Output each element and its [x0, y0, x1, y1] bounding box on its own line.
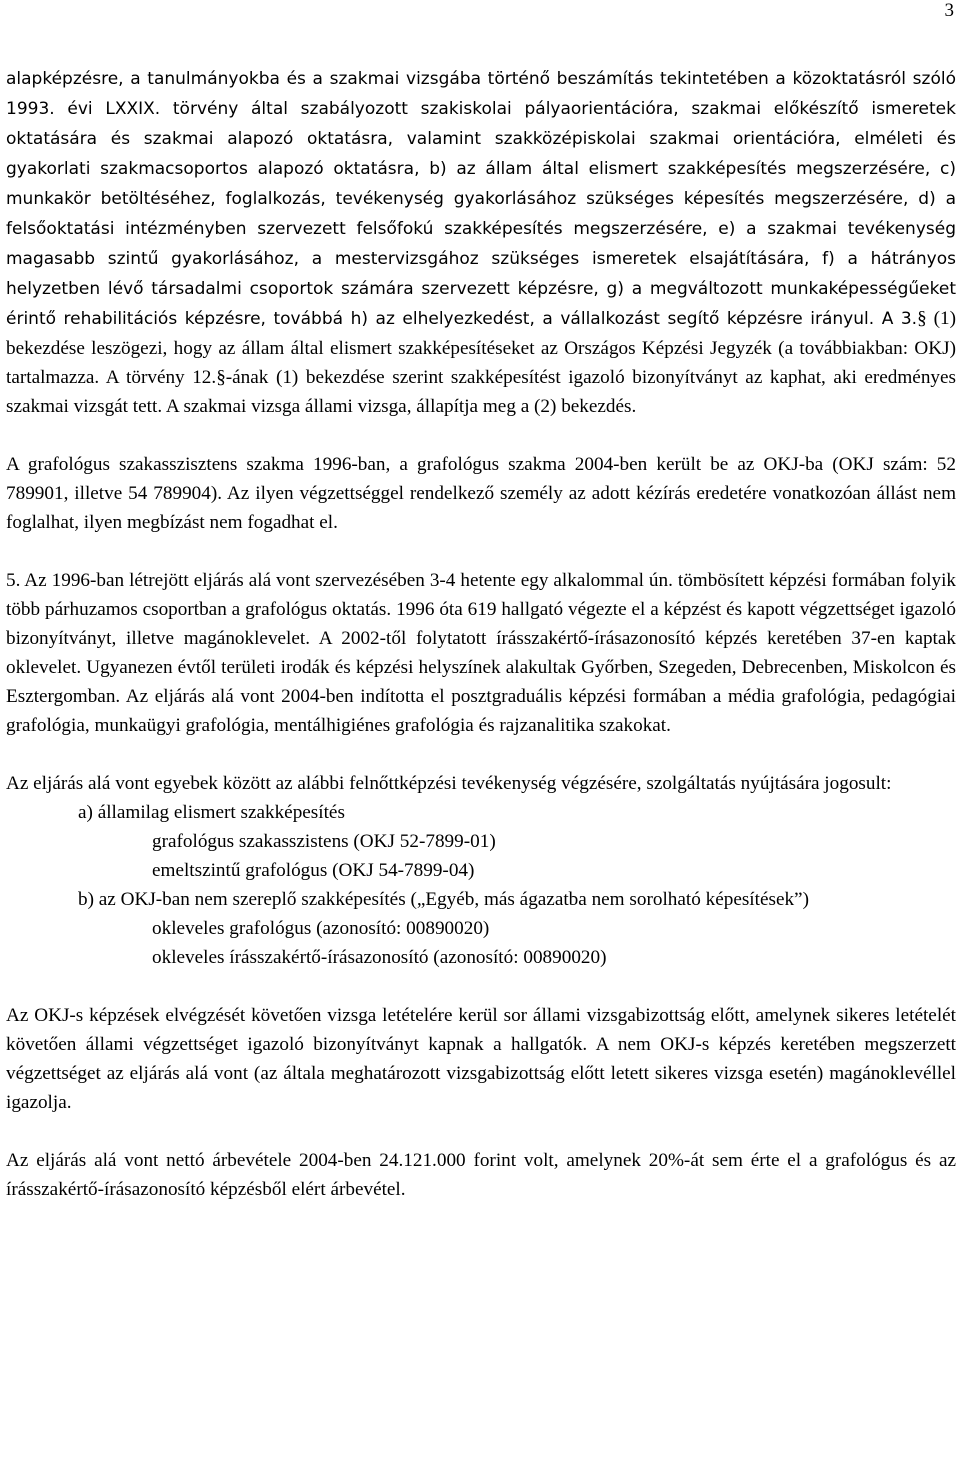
paragraph-authorized-activities: Az eljárás alá vont egyebek között az alábbi felnőttképzési tevékenység végzésére, szolgáltatás nyújtására jogosult:: [6, 773, 892, 794]
paragraph-okj-profession: A grafológus szakasszisztens szakma 1996-ban, a grafológus szakma 2004-ben került be az OKJ-ba (OKJ szám: 52 789901, illetve 54 789904). Az ilyen végzettséggel rendelkező személy az adott kézírás eredetére vonatkozóan állást nem foglalhat, ilyen megbízást nem fogadhat el.: [6, 454, 956, 533]
list-subitem: okleveles írásszakértő-írásazonosító (azonosító: 00890020): [152, 947, 607, 968]
document-body: [6, 64, 956, 1204]
paragraph-exams: Az OKJ-s képzések elvégzését követően vizsga letételére kerül sor állami vizsgabizottság előtt, amelynek sikeres letételét követően állami végzettséget igazoló bizonyítványt kapnak a hallgatók. A nem OKJ-s képzés keretében megszerzett végzettséget az eljárás alá vont (az általa meghatározott vizsgabizottság előtt letett sikeres vizsga esetén) magánoklevéllel igazolja.: [6, 1005, 956, 1113]
paragraph-text-sans: alapképzésre, a tanulmányokba és a szakmai vizsgába történő beszámítás tekintetében a közoktatásról szóló 1993. évi LXXIX. törvény által szabályozott szakiskolai pályaorientációra, szakmai előkészítő ismeretek oktatására és szakmai alapozó oktatásra, valamint szakközépiskolai szakmai orientációra, elméleti és gyakorlati szakmacsoportos alapozó oktatásra, b) az állam által elismert szakképesítés megszerzésére, c) munkakör betöltéséhez, foglalkozás, tevékenység gyakorlásához szükséges képesítés megszerzésére, d) a felsőoktatási intézményben szervezett felsőfokú szakképesítés megszerzésére, e) a szakmai tevékenység magasabb szintű gyakorlásához, a mestervizsgához szükséges ismeretek elsajátítására, f) a hátrányos helyzetben lévő társadalmi csoportok számára szervezett képzésre, g) a megváltozott munkaképességűeket érintő rehabilitációs képzésre, továbbá h) az elhelyezkedést, a vállalkozást segítő képzésre irányul. A 3.: [6, 69, 956, 329]
paragraph-text-serif: (1) bekezdése leszögezi, hogy az állam által elismert szakképesítéseket az Országos Képzési Jegyzék (a továbbiakban: OKJ) tartalmazza. A törvény 12.: [6, 308, 956, 388]
paragraph-text-serif: -ának (1) bekezdése szerint szakképesítést igazoló bizonyítványt az kaphat, aki eredményes szakmai vizsgát tett. A szakmai vizsga állami vizsga, állapítja meg a (2) bekezdés.: [6, 367, 956, 417]
section-sign: §: [917, 308, 927, 329]
section-sign: §: [216, 367, 226, 388]
paragraph-legal-context: [6, 64, 956, 421]
list-subitem: okleveles grafológus (azonosító: 00890020): [152, 918, 490, 939]
paragraph-revenue: Az eljárás alá vont nettó árbevétele 2004-ben 24.121.000 forint volt, amelynek 20%-át sem érte el a grafológus és az írásszakértő-írásazonosító képzésből elért árbevétel.: [6, 1150, 956, 1200]
list-item-a: a) államilag elismert szakképesítés: [78, 802, 345, 823]
list-subitem: emeltszintű grafológus (OKJ 54-7899-04): [152, 860, 475, 881]
paragraph-training-history: 5. Az 1996-ban létrejött eljárás alá vont szervezésében 3-4 hetente egy alkalommal ún. tömbösített képzési formában folyik több párhuzamos csoportban a grafológus oktatás. 1996 óta 619 hallgató végezte el a képzést és kapott végzettséget igazoló bizonyítványt, illetve magánoklevelet. A 2002-től folytatott írásszakértő-írásazonosító képzés keretében 37-en kaptak oklevelet. Ugyanezen évtől területi irodák és képzési helyszínek alakultak Győrben, Szegeden, Debrecenben, Miskolcon és Esztergomban. Az eljárás alá vont 2004-ben indította el posztgraduális képzési formában a média grafológia, pedagógiai grafológia, munkaügyi grafológia, mentálhigiénes grafológia és rajzanalitika szakokat.: [6, 570, 956, 736]
page-number: 3: [944, 0, 954, 21]
qualification-list: [6, 798, 956, 972]
list-subitem: grafológus szakasszistens (OKJ 52-7899-01): [152, 831, 496, 852]
list-item-b: b) az OKJ-ban nem szereplő szakképesítés („Egyéb, más ágazatba nem sorolható képesítések”): [78, 889, 809, 910]
